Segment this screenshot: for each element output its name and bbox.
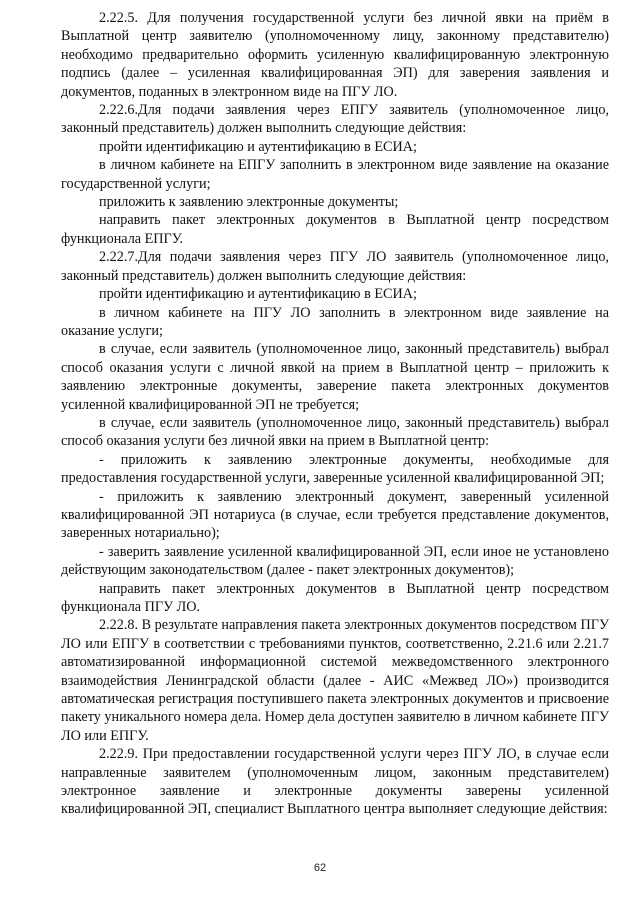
pgu-substep-attach-signed-documents: - приложить к заявлению электронные документы, необходимые для предоставления государственной услуги, заверенные усиленной квалифицированной ЭП;	[61, 451, 609, 487]
paragraph-2-22-5: 2.22.5. Для получения государственной услуги без личной явки на приём в Выплатной центр заявителю (уполномоченному лицу, законному представителю) необходимо предварительно оформить усиленную квалифицированную электронную подпись (далее – усиленная квалифицированная ЭП) для заверения заявления и документов, поданных в электронном виде на ПГУ ЛО.	[61, 10, 609, 100]
paragraph-2-22-9: 2.22.9. При предоставлении государственной услуги через ПГУ ЛО, в случае если направленные заявителем (уполномоченным лицом, законным представителем) электронное заявление и электронные документы заверены усиленной квалифицированной ЭП, специалист Выплатного центра выполняет следующие действия:	[61, 746, 609, 818]
pgu-substep-attach-notarized-document: - приложить к заявлению электронный документ, заверенный усиленной квалифицированной ЭП нотариуса (в случае, если требуется представление документов, заверенных нотариально);	[61, 488, 609, 542]
epgu-step-attach-documents: приложить к заявлению электронные документы;	[99, 194, 399, 211]
paragraph-2-22-7: 2.22.7.Для подачи заявления через ПГУ ЛО заявитель (уполномоченное лицо, законный представитель) должен выполнить следующие действия:	[61, 249, 609, 284]
paragraph-2-22-8: 2.22.8. В результате направления пакета электронных документов посредством ПГУ ЛО или ЕПГУ в соответствии с требованиями пунктов, соответственно, 2.21.6 или 2.21.7 автоматизированной информационной системой межведомственного электронного взаимодействия Ленинградской области (далее - АИС «Межвед ЛО») производится автоматическая регистрация поступившего пакета электронных документов и присвоение пакету уникального номера дела. Номер дела доступен заявителю в личном кабинете ПГУ ЛО или ЕПГУ.	[61, 617, 609, 744]
page-number: 62	[313, 862, 327, 874]
epgu-step-identification: пройти идентификацию и аутентификацию в ЕСИА;	[99, 138, 417, 155]
epgu-step-send-package: направить пакет электронных документов в Выплатной центр посредством функционала ЕПГУ.	[61, 212, 609, 247]
pgu-step-fill-application: в личном кабинете на ПГУ ЛО заполнить в электронном виде заявление на оказание услуги;	[61, 304, 609, 339]
paragraph-2-22-6: 2.22.6.Для подачи заявления через ЕПГУ заявитель (уполномоченное лицо, законный представитель) должен выполнить следующие действия:	[61, 102, 609, 137]
pgu-step-send-package: направить пакет электронных документов в Выплатной центр посредством функционала ПГУ ЛО.	[61, 580, 609, 615]
pgu-step-without-personal-visit: в случае, если заявитель (уполномоченное лицо, законный представитель) выбрал способ оказания услуги без личной явки на прием в Выплатной центр:	[61, 414, 609, 450]
pgu-substep-sign-application: - заверить заявление усиленной квалифицированной ЭП, если иное не установлено действующим законодательством (далее - пакет электронных документов);	[61, 543, 609, 579]
document-body	[61, 9, 609, 819]
pgu-step-with-personal-visit: в случае, если заявитель (уполномоченное лицо, законный представитель) выбрал способ оказания услуги с личной явкой на прием в Выплатной центр – приложить к заявлению электронные документы, заверение пакета электронных документов усиленной квалифицированной ЭП не требуется;	[61, 341, 609, 413]
epgu-step-fill-application: в личном кабинете на ЕПГУ заполнить в электронном виде заявление на оказание государственной услуги;	[61, 157, 609, 192]
pgu-step-identification: пройти идентификацию и аутентификацию в ЕСИА;	[99, 286, 417, 303]
